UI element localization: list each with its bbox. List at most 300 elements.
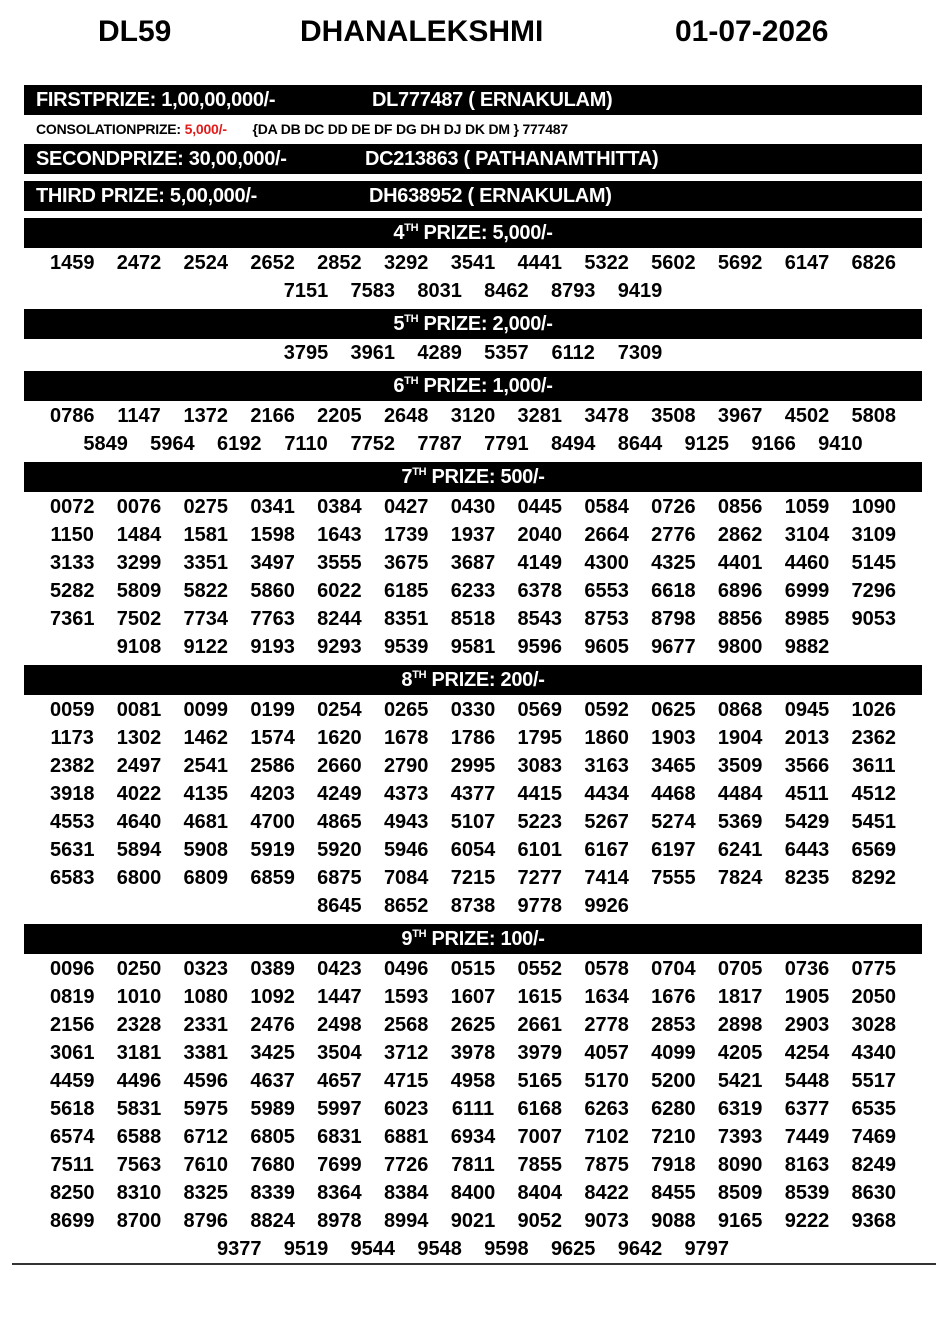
winning-number: 3978 [450, 1042, 496, 1064]
winning-number: 8699 [49, 1210, 95, 1232]
winning-number: 4596 [183, 1070, 229, 1092]
winning-number: 3478 [584, 405, 629, 427]
winning-number: 7151 [283, 280, 329, 302]
winning-number: 8994 [383, 1210, 429, 1232]
winning-number: 3181 [116, 1042, 162, 1064]
prize-ordinal-suffix: TH [404, 375, 419, 387]
winning-number: 8249 [851, 1154, 897, 1176]
winning-number: 6022 [317, 580, 362, 602]
winning-number: 7210 [651, 1126, 696, 1148]
winning-number: 8235 [784, 867, 830, 889]
winning-number: 3083 [517, 755, 563, 777]
winning-number: 2853 [651, 1014, 696, 1036]
third-prize-winner: DH638952 ( ERNAKULAM) [369, 185, 612, 207]
winning-number: 8250 [49, 1182, 95, 1204]
winning-number: 9368 [851, 1210, 897, 1232]
draw-date: 01-07-2026 [675, 15, 829, 48]
winning-number: 8738 [450, 895, 496, 917]
winning-number: 4377 [450, 783, 496, 805]
winning-number: 1372 [183, 405, 229, 427]
winning-number: 1581 [183, 524, 229, 546]
prize-title: PRIZE: 200/- [426, 669, 545, 691]
winning-number: 1090 [851, 496, 897, 518]
winning-number: 1447 [317, 986, 362, 1008]
winning-number: 6859 [250, 867, 295, 889]
winning-number: 0099 [183, 699, 229, 721]
winning-number: 1080 [183, 986, 229, 1008]
winning-number: 5920 [317, 839, 362, 861]
winning-number: 9222 [784, 1210, 830, 1232]
winning-number: 6241 [717, 839, 763, 861]
winning-number: 6618 [651, 580, 696, 602]
winning-number: 7610 [183, 1154, 229, 1176]
winning-number: 0250 [116, 958, 162, 980]
prize-ordinal-suffix: TH [412, 928, 427, 940]
winning-number: 3061 [49, 1042, 95, 1064]
winning-number: 7563 [116, 1154, 162, 1176]
winning-number: 1739 [383, 524, 429, 546]
winning-number: 8163 [784, 1154, 830, 1176]
winning-number: 5946 [383, 839, 429, 861]
winning-number: 0275 [183, 496, 229, 518]
winning-number: 8031 [417, 280, 462, 302]
winning-number: 0384 [317, 496, 362, 518]
number-row [38, 605, 908, 633]
winning-number: 9598 [484, 1238, 529, 1260]
consolation-series: {DA DB DC DD DE DF DG DH DJ DK DM } 777487 [252, 121, 568, 137]
winning-number: 0726 [651, 496, 696, 518]
winning-number: 7752 [350, 433, 396, 455]
prize-5-bar [24, 309, 922, 339]
winning-number: 8509 [717, 1182, 763, 1204]
winning-number: 7277 [517, 867, 563, 889]
winning-number: 3281 [517, 405, 563, 427]
winning-number: 2898 [717, 1014, 763, 1036]
number-row [38, 836, 908, 864]
winning-number: 8985 [784, 608, 830, 630]
winning-number: 0496 [383, 958, 429, 980]
winning-number: 0856 [717, 496, 763, 518]
winning-number: 9293 [317, 636, 362, 658]
winning-number: 0423 [317, 958, 362, 980]
prize-ordinal: 7 [401, 466, 413, 488]
number-row [38, 864, 908, 892]
winning-number: 1904 [717, 727, 763, 749]
winning-number: 2362 [851, 727, 897, 749]
winning-number: 4460 [784, 552, 830, 574]
winning-number: 0552 [517, 958, 563, 980]
winning-number: 7361 [49, 608, 95, 630]
number-row [38, 402, 908, 430]
winning-number: 6553 [584, 580, 629, 602]
winning-number: 6168 [517, 1098, 563, 1120]
winning-number: 9410 [818, 433, 863, 455]
prize-title: PRIZE: 5,000/- [418, 222, 553, 244]
number-row [38, 1095, 908, 1123]
winning-number: 4022 [116, 783, 162, 805]
winning-number: 0445 [517, 496, 563, 518]
winning-number: 7296 [851, 580, 897, 602]
winning-number: 0323 [183, 958, 229, 980]
winning-number: 9882 [784, 636, 830, 658]
number-row [38, 1123, 908, 1151]
winning-number: 3979 [517, 1042, 563, 1064]
winning-number: 2156 [49, 1014, 95, 1036]
winning-number: 3497 [250, 552, 295, 574]
winning-number: 2664 [584, 524, 629, 546]
winning-number: 7502 [116, 608, 162, 630]
winning-number: 8798 [651, 608, 696, 630]
winning-number: 3292 [383, 252, 429, 274]
winning-number: 3425 [250, 1042, 295, 1064]
number-row [38, 277, 908, 305]
winning-number: 8090 [717, 1154, 763, 1176]
winning-number: 9548 [417, 1238, 462, 1260]
second-prize-winner: DC213863 ( PATHANAMTHITTA) [365, 148, 659, 170]
winning-number: 6280 [651, 1098, 696, 1120]
winning-number: 7215 [450, 867, 496, 889]
winning-number: 7511 [50, 1154, 94, 1176]
winning-number: 2498 [317, 1014, 362, 1036]
winning-number: 6588 [116, 1126, 162, 1148]
bottom-divider [12, 1263, 936, 1265]
winning-number: 1092 [250, 986, 295, 1008]
winning-number: 6319 [717, 1098, 763, 1120]
winning-number: 9125 [684, 433, 730, 455]
winning-number: 7393 [717, 1126, 763, 1148]
winning-number: 3918 [49, 783, 95, 805]
winning-number: 3351 [183, 552, 229, 574]
winning-number: 2778 [584, 1014, 629, 1036]
winning-number: 8824 [250, 1210, 295, 1232]
winning-number: 0819 [49, 986, 95, 1008]
winning-number: 2661 [517, 1014, 563, 1036]
winning-number: 7791 [484, 433, 529, 455]
winning-number: 7309 [617, 342, 663, 364]
winning-number: 2472 [116, 252, 162, 274]
winning-number: 5997 [317, 1098, 362, 1120]
winning-number: 4553 [49, 811, 95, 833]
winning-number: 9539 [383, 636, 429, 658]
winning-number: 8494 [550, 433, 596, 455]
winning-number: 1620 [317, 727, 362, 749]
consolation-amount: 5,000/- [184, 121, 227, 137]
winning-number: 9926 [584, 895, 629, 917]
winning-number: 0076 [116, 496, 162, 518]
winning-number: 4715 [383, 1070, 429, 1092]
first-prize-winner: DL777487 ( ERNAKULAM) [372, 89, 613, 111]
winning-number: 7449 [784, 1126, 830, 1148]
winning-number: 8539 [784, 1182, 830, 1204]
winning-number: 2660 [317, 755, 362, 777]
winning-number: 9605 [584, 636, 629, 658]
winning-number: 3104 [784, 524, 830, 546]
winning-number: 0592 [584, 699, 629, 721]
winning-number: 5517 [851, 1070, 897, 1092]
winning-number: 4340 [851, 1042, 897, 1064]
winning-number: 4502 [784, 405, 830, 427]
winning-number: 7855 [517, 1154, 563, 1176]
winning-number: 8644 [617, 433, 663, 455]
winning-number: 5170 [584, 1070, 629, 1092]
winning-number: 0430 [450, 496, 496, 518]
winning-number: 4657 [317, 1070, 362, 1092]
winning-number: 3509 [717, 755, 763, 777]
consolation-prize-line [36, 119, 568, 139]
winning-number: 9581 [450, 636, 496, 658]
winning-number: 3555 [317, 552, 362, 574]
winning-number: 1302 [116, 727, 162, 749]
winning-number: 0199 [250, 699, 295, 721]
number-row [38, 493, 908, 521]
prize-ordinal-suffix: TH [404, 313, 419, 325]
winning-number: 8422 [584, 1182, 629, 1204]
winning-number: 7555 [651, 867, 696, 889]
prize-ordinal-suffix: TH [412, 669, 427, 681]
winning-number: 4511 [785, 783, 829, 805]
winning-number: 5808 [851, 405, 897, 427]
winning-number: 2862 [717, 524, 763, 546]
winning-number: 2790 [383, 755, 429, 777]
winning-number: 8753 [584, 608, 629, 630]
winning-number: 8292 [851, 867, 897, 889]
winning-number: 5894 [116, 839, 162, 861]
winning-number: 1786 [450, 727, 496, 749]
winning-number: 1010 [116, 986, 162, 1008]
winning-number: 2497 [116, 755, 162, 777]
winning-number: 6583 [49, 867, 95, 889]
winning-number: 1643 [317, 524, 362, 546]
winning-number: 7918 [651, 1154, 696, 1176]
third-prize-label: THIRD PRIZE: 5,00,000/- [36, 185, 257, 207]
number-row [38, 521, 908, 549]
winning-number: 2205 [317, 405, 362, 427]
winning-number: 5989 [250, 1098, 295, 1120]
first-prize-label: FIRSTPRIZE: 1,00,00,000/- [36, 89, 276, 111]
winning-number: 4205 [717, 1042, 763, 1064]
prize-ordinal-suffix: TH [404, 222, 419, 234]
winning-number: 5267 [584, 811, 629, 833]
winning-number: 6809 [183, 867, 229, 889]
prize-ordinal: 5 [393, 313, 405, 335]
winning-number: 8310 [116, 1182, 162, 1204]
winning-number: 8351 [383, 608, 429, 630]
number-row [38, 549, 908, 577]
winning-number: 1484 [116, 524, 162, 546]
winning-number: 5200 [651, 1070, 696, 1092]
winning-number: 5145 [851, 552, 897, 574]
winning-number: 4496 [116, 1070, 162, 1092]
winning-number: 5602 [651, 252, 696, 274]
number-row [38, 633, 908, 661]
winning-number: 6574 [49, 1126, 95, 1148]
winning-number: 7007 [517, 1126, 563, 1148]
winning-number: 9625 [550, 1238, 596, 1260]
winning-number: 3687 [450, 552, 496, 574]
winning-number: 6185 [383, 580, 429, 602]
winning-number: 3504 [317, 1042, 362, 1064]
winning-number: 2328 [116, 1014, 162, 1036]
prize-ordinal: 8 [401, 669, 413, 691]
winning-number: 0427 [383, 496, 429, 518]
number-row [38, 1011, 908, 1039]
winning-number: 8700 [116, 1210, 162, 1232]
winning-number: 8325 [183, 1182, 229, 1204]
number-row [38, 696, 908, 724]
winning-number: 8400 [450, 1182, 496, 1204]
winning-number: 2050 [851, 986, 897, 1008]
winning-number: 0868 [717, 699, 763, 721]
winning-number: 2013 [784, 727, 830, 749]
winning-number: 4203 [250, 783, 295, 805]
winning-number: 9088 [651, 1210, 696, 1232]
winning-number: 0736 [784, 958, 830, 980]
winning-number: 6111 [451, 1098, 495, 1120]
winning-number: 6875 [317, 867, 362, 889]
prize-title: PRIZE: 100/- [426, 928, 545, 950]
winning-number: 6101 [517, 839, 563, 861]
winning-number: 5919 [250, 839, 295, 861]
winning-number: 6112 [551, 342, 595, 364]
winning-number: 4249 [317, 783, 362, 805]
winning-number: 6233 [450, 580, 496, 602]
winning-number: 4640 [116, 811, 162, 833]
winning-number: 1905 [784, 986, 830, 1008]
winning-number: 4325 [651, 552, 696, 574]
number-row [38, 1179, 908, 1207]
winning-number: 5908 [183, 839, 229, 861]
winning-number: 7734 [183, 608, 229, 630]
winning-number: 4289 [417, 342, 462, 364]
winning-number: 2852 [317, 252, 362, 274]
winning-number: 0569 [517, 699, 563, 721]
winning-number: 3028 [851, 1014, 897, 1036]
winning-number: 8384 [383, 1182, 429, 1204]
winning-number: 6147 [784, 252, 830, 274]
winning-number: 9797 [684, 1238, 730, 1260]
winning-number: 5849 [83, 433, 128, 455]
prize-9-bar [24, 924, 922, 954]
winning-number: 7726 [383, 1154, 429, 1176]
winning-number: 2586 [250, 755, 295, 777]
winning-number: 1817 [717, 986, 763, 1008]
winning-number: 1634 [584, 986, 629, 1008]
winning-number: 4401 [717, 552, 763, 574]
winning-number: 4958 [450, 1070, 496, 1092]
winning-number: 5223 [517, 811, 563, 833]
winning-number: 1860 [584, 727, 629, 749]
winning-number: 7787 [417, 433, 462, 455]
prize-6-bar [24, 371, 922, 401]
prize-ordinal: 9 [401, 928, 413, 950]
winning-number: 4434 [584, 783, 629, 805]
winning-number: 0515 [450, 958, 496, 980]
winning-number: 8339 [250, 1182, 295, 1204]
number-row [38, 339, 908, 367]
winning-number: 8793 [550, 280, 596, 302]
winning-number: 4637 [250, 1070, 295, 1092]
winning-number: 7110 [284, 433, 328, 455]
winning-number: 6896 [717, 580, 763, 602]
winning-number: 9073 [584, 1210, 629, 1232]
prize-ordinal: 4 [393, 222, 405, 244]
second-prize-label: SECONDPRIZE: 30,00,000/- [36, 148, 287, 170]
winning-number: 6805 [250, 1126, 295, 1148]
winning-number: 7680 [250, 1154, 295, 1176]
winning-number: 0265 [383, 699, 429, 721]
number-row [38, 983, 908, 1011]
number-row [38, 752, 908, 780]
winning-number: 2382 [49, 755, 95, 777]
number-row [38, 780, 908, 808]
winning-number: 8364 [317, 1182, 362, 1204]
winning-number: 6831 [317, 1126, 362, 1148]
winning-number: 2524 [183, 252, 229, 274]
winning-number: 2648 [383, 405, 429, 427]
winning-number: 4700 [250, 811, 295, 833]
winning-number: 6569 [851, 839, 897, 861]
winning-number: 7084 [383, 867, 429, 889]
prize-title: PRIZE: 2,000/- [418, 313, 553, 335]
winning-number: 4681 [183, 811, 229, 833]
winning-number: 2776 [651, 524, 696, 546]
winning-number: 9166 [751, 433, 796, 455]
winning-number: 5421 [717, 1070, 763, 1092]
winning-number: 9544 [350, 1238, 396, 1260]
winning-number: 6443 [784, 839, 830, 861]
winning-number: 4415 [517, 783, 563, 805]
winning-number: 0072 [49, 496, 95, 518]
winning-number: 8978 [317, 1210, 362, 1232]
winning-number: 3611 [852, 755, 896, 777]
winning-number: 6934 [450, 1126, 496, 1148]
winning-number: 6197 [651, 839, 696, 861]
draw-code: DL59 [98, 15, 172, 48]
winning-number: 6167 [584, 839, 629, 861]
winning-number: 9052 [517, 1210, 563, 1232]
winning-number: 5165 [517, 1070, 563, 1092]
winning-number: 0330 [450, 699, 496, 721]
winning-number: 0341 [250, 496, 295, 518]
winning-number: 4943 [383, 811, 429, 833]
winning-number: 1147 [117, 405, 161, 427]
winning-number: 3163 [584, 755, 629, 777]
winning-number: 0705 [717, 958, 763, 980]
number-row [38, 1067, 908, 1095]
winning-number: 0945 [784, 699, 830, 721]
prize-ordinal-suffix: TH [412, 466, 427, 478]
winning-number: 9596 [517, 636, 563, 658]
winning-number: 3795 [283, 342, 329, 364]
number-row [38, 1039, 908, 1067]
winning-number: 5692 [717, 252, 763, 274]
winning-number: 1607 [450, 986, 496, 1008]
winning-number: 3712 [383, 1042, 429, 1064]
winning-number: 5107 [450, 811, 496, 833]
winning-number: 3675 [383, 552, 429, 574]
winning-number: 1615 [517, 986, 563, 1008]
winning-number: 3120 [450, 405, 496, 427]
winning-number: 4441 [517, 252, 563, 274]
winning-number: 1173 [50, 727, 94, 749]
winning-number: 7811 [451, 1154, 495, 1176]
winning-number: 6377 [784, 1098, 830, 1120]
winning-number: 9193 [250, 636, 295, 658]
prize-7-bar [24, 462, 922, 492]
winning-number: 8543 [517, 608, 563, 630]
winning-number: 3381 [183, 1042, 229, 1064]
prize-title: PRIZE: 500/- [426, 466, 545, 488]
